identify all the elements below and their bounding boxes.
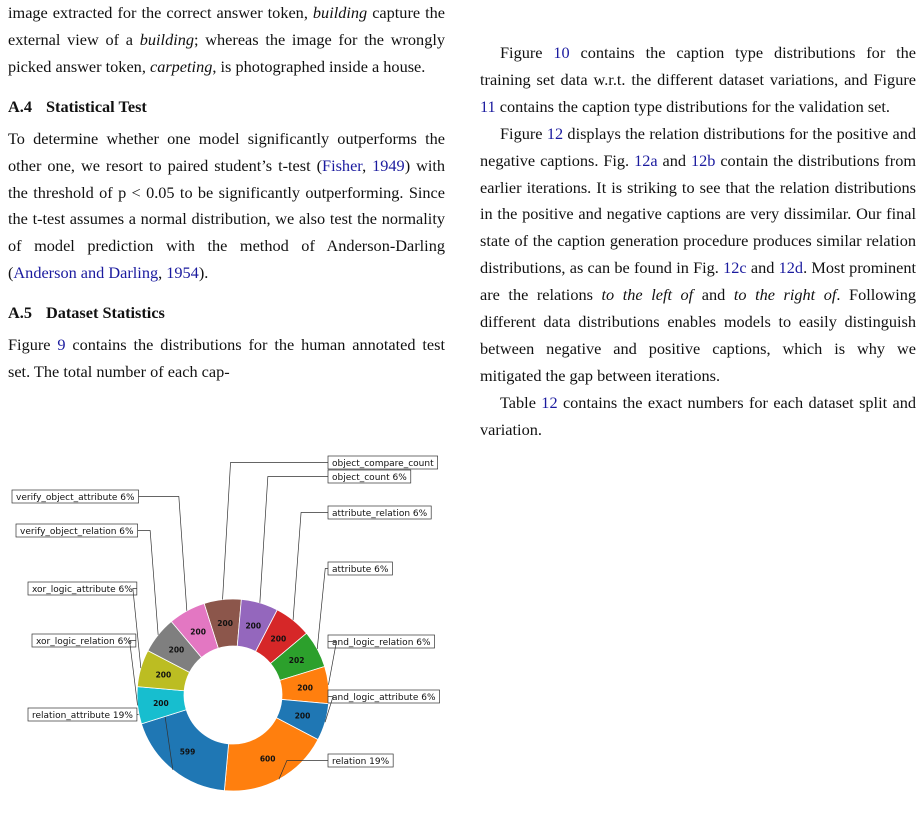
donut-chart-svg	[8, 450, 448, 825]
leader-line	[133, 589, 141, 669]
paragraph-dataset-statistics: Figure 9 contains the distributions for the human annotated test set. The total number of each cap-	[8, 335, 446, 382]
figure-ref-12[interactable]: 12	[546, 123, 564, 143]
leader-line	[317, 569, 328, 649]
slice-value-label: 202	[288, 656, 305, 666]
slice-category-label: xor_logic_relation 6%	[36, 637, 132, 647]
slice-value-label: 200	[294, 711, 311, 721]
slice-category-label: relation_attribute 19%	[32, 711, 133, 721]
slice-category-label: xor_logic_attribute 6%	[32, 585, 133, 595]
figure-ref-12c[interactable]: 12c	[723, 258, 747, 278]
leader-line	[130, 641, 138, 706]
figure-ref-11[interactable]: 11	[480, 96, 496, 116]
leader-line	[260, 477, 328, 603]
slice-category-label: attribute_relation 6%	[332, 509, 428, 519]
figure-ref-10[interactable]: 10	[553, 43, 570, 62]
slice-value-label: 200	[297, 683, 313, 693]
leader-line	[139, 497, 187, 611]
slice-value-label: 600	[259, 754, 276, 764]
slice-value-label: 599	[179, 747, 196, 757]
right-column	[480, 0, 916, 444]
section-heading-a5: A.5 Dataset Statistics	[8, 303, 165, 323]
figure-ref-12a[interactable]: 12a	[634, 150, 658, 170]
section-heading-a4: A.4 Statistical Test	[8, 96, 147, 116]
slice-category-label: and_logic_attribute 6%	[332, 693, 436, 703]
figure-9-donut-chart	[8, 450, 448, 825]
slice-category-label: attribute 6%	[332, 565, 389, 575]
slice-value-label: 200	[217, 618, 233, 628]
slice-value-label: 200	[168, 645, 185, 655]
slice-category-label: object_count 6%	[332, 473, 407, 483]
citation-fisher-year[interactable]: 1949	[372, 155, 405, 175]
paragraph-table-ref: Table 12 contains the exact numbers for each dataset split and variation.	[480, 392, 916, 439]
slice-category-label: verify_object_attribute 6%	[16, 493, 135, 503]
figure-ref-12d[interactable]: 12d	[778, 258, 804, 278]
paragraph-statistical-test: To determine whether one model significantly outperforms the other one, we resort to paired student’s t-test (Fisher, 1949) with the threshold of p < 0.05 to be significantly outperforming. Since the t-test assumes a normal distribution, we also test the normality of model prediction with the method of Anderson-Darling (Anderson and Darling, 1954).	[8, 128, 446, 283]
paragraph-caption-types: Figure 10 contains the caption type distributions for the training set data w.r.t. the different dataset variations, and Figure 11 contains the caption type distributions for the validation set.	[480, 43, 916, 116]
slice-value-label: 200	[153, 698, 169, 708]
slice-value-label: 200	[245, 621, 262, 631]
figure-ref-9[interactable]: 9	[57, 335, 66, 355]
slice-value-label: 200	[270, 634, 287, 644]
left-column	[8, 0, 445, 386]
slice-value-label: 200	[190, 627, 206, 637]
slice-category-label: and_logic_relation 6%	[332, 638, 431, 648]
leader-line	[293, 513, 328, 621]
slice-category-label: object_compare_count	[332, 459, 434, 469]
citation-anderson-darling[interactable]: Anderson and Darling	[13, 263, 159, 283]
leader-line	[223, 463, 328, 600]
citation-fisher[interactable]: Fisher	[322, 155, 363, 175]
figure-ref-12b[interactable]: 12b	[690, 150, 716, 170]
table-ref-12[interactable]: 12	[541, 392, 558, 412]
leader-line	[138, 531, 159, 635]
slice-category-label: verify_object_relation 6%	[20, 527, 134, 537]
paragraph-relation-distributions: Figure 12 displays the relation distributions for the positive and negative captions. Fig. 12a and 12b contain the distributions from earlier iterations. It is striking to see that the relation distributions in the positive and negative captions are very dissimilar. Our final state of the caption generation procedure produces similar relation distributions, as can be found in Fig. 12c and 12d. Most prominent are the relations to the left of and to the right of. Following different data distributions enables models to easily distinguish between negative and positive captions, which is why we mitigated the gap between iterations.	[480, 123, 917, 385]
paragraph-a3-end: image extracted for the correct answer token, building capture the external view of a building; whereas the image for the wrongly picked answer token, carpeting, is photographed inside a house.	[8, 3, 446, 76]
slice-value-label: 200	[155, 670, 172, 680]
slice-category-label: relation 19%	[332, 757, 390, 767]
citation-anderson-darling-year[interactable]: 1954	[166, 263, 199, 283]
